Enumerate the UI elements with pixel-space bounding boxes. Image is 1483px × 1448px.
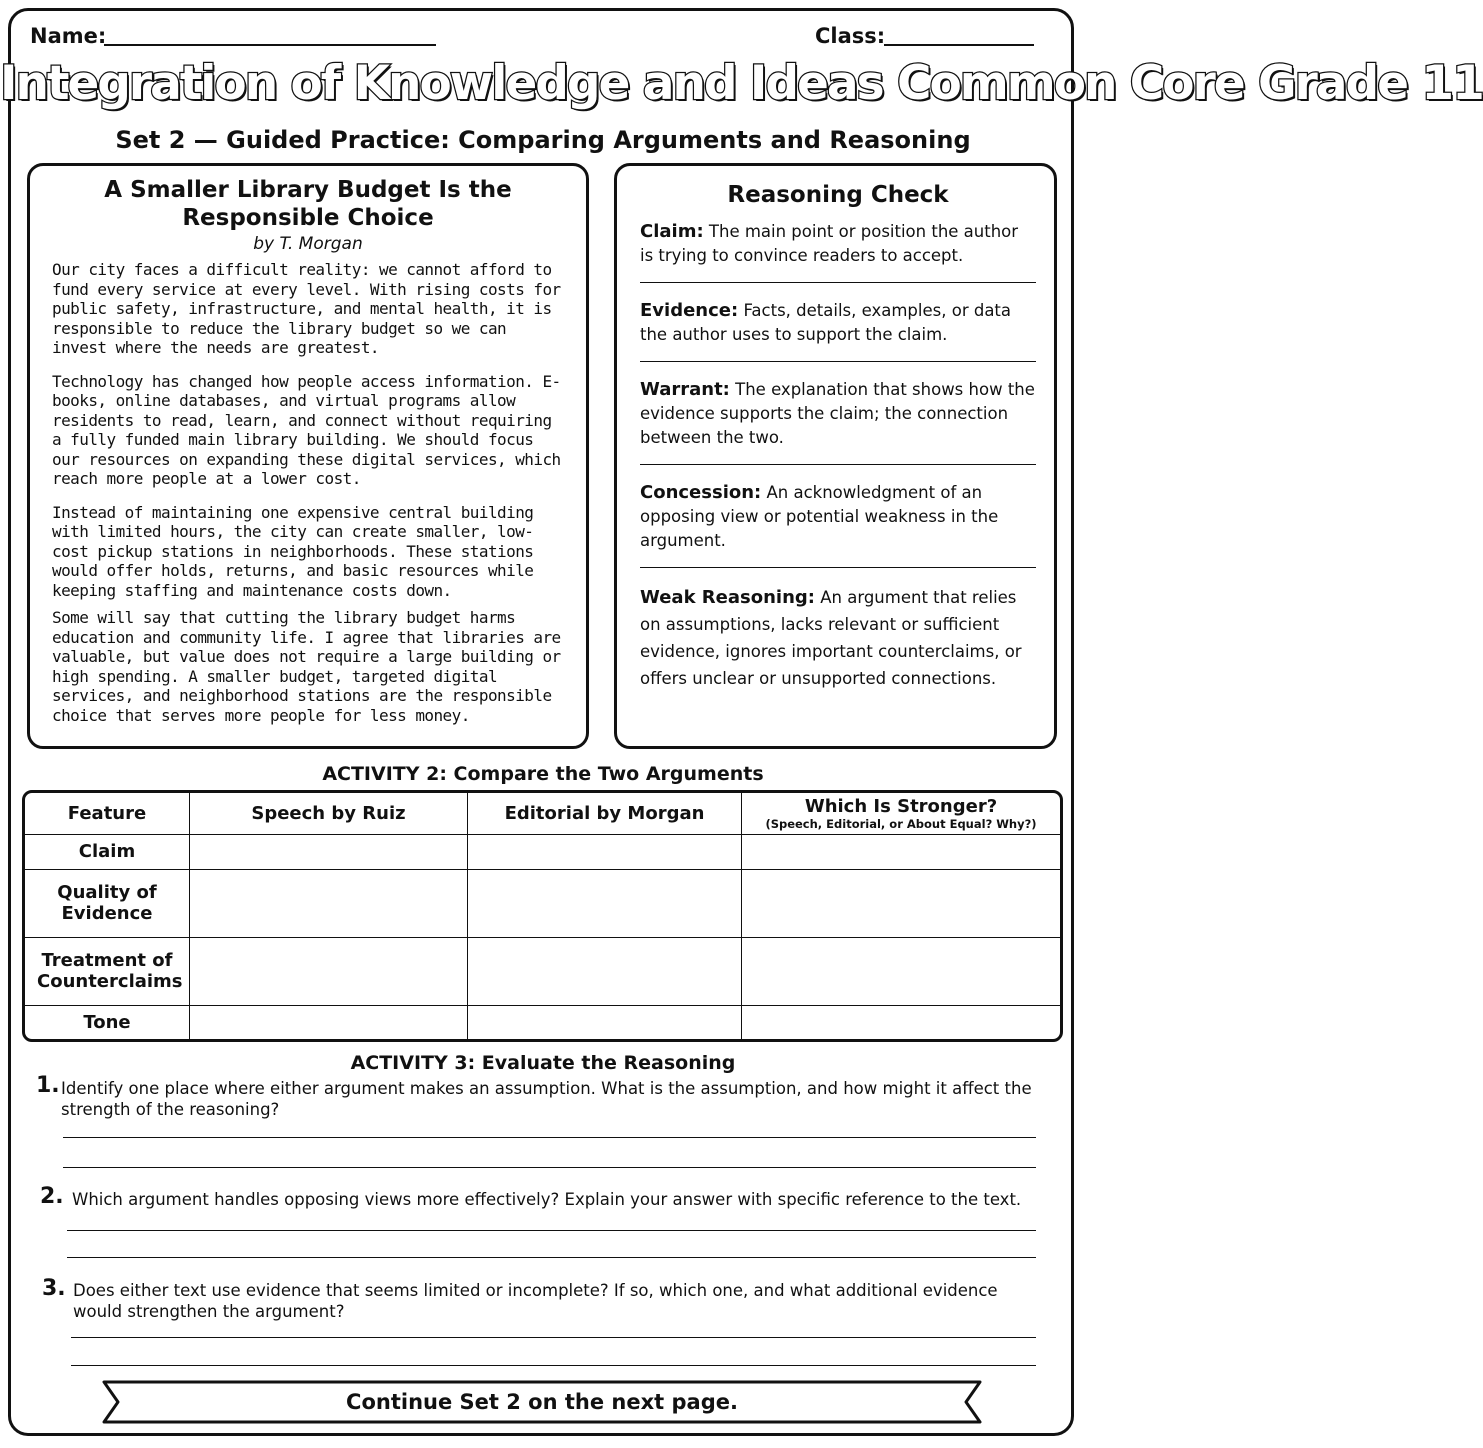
term-evidence: Evidence: Facts, details, examples, or data the author uses to support the claim. bbox=[640, 300, 1012, 344]
row-label: Quality of Evidence bbox=[25, 870, 190, 938]
comparison-table bbox=[22, 790, 1063, 1042]
divider bbox=[640, 567, 1036, 568]
table-row bbox=[25, 1006, 1060, 1039]
essay-paragraph: Instead of maintaining one expensive central building with limited hours, the city can create smaller, low-cost pickup stations in neighborhoods. These stations would offer holds, returns, and basic resources while keeping staffing and maintenance costs down. bbox=[52, 502, 534, 600]
answer-line[interactable] bbox=[63, 1137, 1036, 1138]
column-header: Feature bbox=[25, 793, 190, 835]
term-claim: Claim: The main point or position the author is trying to convince readers to accept. bbox=[640, 221, 1019, 265]
question-text: Does either text use evidence that seems limited or incomplete? If so, which one, and what additional evidence would strengthen the argument? bbox=[73, 1281, 998, 1321]
column-header: Speech by Ruiz bbox=[190, 793, 468, 835]
answer-cell[interactable] bbox=[190, 1006, 468, 1039]
question-text: Identify one place where either argument makes an assumption. What is the assumption, and how might it affect the strength of the reasoning? bbox=[61, 1079, 1032, 1119]
answer-cell[interactable] bbox=[742, 938, 1060, 1006]
worksheet-subtitle: Set 2 — Guided Practice: Comparing Arguments and Reasoning bbox=[115, 126, 971, 154]
reasoning-check-title: Reasoning Check bbox=[727, 182, 949, 208]
reasoning-check-box bbox=[614, 163, 1057, 749]
table-header-row bbox=[25, 793, 1060, 835]
divider bbox=[640, 464, 1036, 465]
question-number: 2. bbox=[40, 1184, 64, 1209]
row-label: Claim bbox=[25, 835, 190, 870]
essay-paragraph: Our city faces a difficult reality: we cannot afford to fund every service at every level. With rising costs for public safety, infrastructure, and mental health, it is responsible to reduce the library budget so we can invest where the needs are greatest. bbox=[52, 260, 561, 357]
answer-cell[interactable] bbox=[742, 870, 1060, 938]
answer-cell[interactable] bbox=[468, 835, 742, 870]
answer-cell[interactable] bbox=[468, 870, 742, 938]
banner-text: Continue Set 2 on the next page. bbox=[346, 1390, 738, 1414]
term-warrant: Warrant: The explanation that shows how the evidence supports the claim; the connection between the two. bbox=[640, 379, 1035, 447]
divider bbox=[640, 361, 1036, 362]
worksheet-title: Integration of Knowledge and Ideas Common Core Grade 11 bbox=[0, 56, 1483, 111]
activity-2-heading: ACTIVITY 2: Compare the Two Arguments bbox=[322, 763, 764, 785]
question-number: 1. bbox=[36, 1073, 60, 1098]
activity-3-heading: ACTIVITY 3: Evaluate the Reasoning bbox=[350, 1052, 736, 1074]
answer-cell[interactable] bbox=[742, 835, 1060, 870]
class-field[interactable] bbox=[884, 44, 1034, 46]
column-header: Which Is Stronger? (Speech, Editorial, or About Equal? Why?) bbox=[742, 793, 1060, 835]
answer-cell[interactable] bbox=[468, 1006, 742, 1039]
term-weak-reasoning: Weak Reasoning: An argument that relies on assumptions, lacks relevant or sufficient evidence, ignores important counterclaims, or offers unclear or unsupported connections. bbox=[640, 587, 1022, 688]
answer-line[interactable] bbox=[71, 1365, 1036, 1366]
table-row bbox=[25, 835, 1060, 870]
column-header: Editorial by Morgan bbox=[468, 793, 742, 835]
essay-paragraph: Technology has changed how people access information. E-books, online databases, and virtual programs allow residents to read, learn, and connect without requiring a fully funded main library building. We should focus our resources on expanding these digital services, which reach more people at a lower cost. bbox=[52, 371, 561, 488]
answer-cell[interactable] bbox=[742, 1006, 1060, 1039]
class-label: Class: bbox=[815, 24, 886, 48]
essay-byline: by T. Morgan bbox=[253, 234, 363, 254]
table-row bbox=[25, 938, 1060, 1006]
answer-line[interactable] bbox=[67, 1257, 1036, 1258]
question-number: 3. bbox=[42, 1276, 66, 1301]
answer-line[interactable] bbox=[63, 1167, 1036, 1168]
essay-title: A Smaller Library Budget Is the Responsible Choice bbox=[104, 177, 512, 231]
divider bbox=[640, 282, 1036, 283]
continue-banner bbox=[102, 1380, 982, 1424]
answer-cell[interactable] bbox=[468, 938, 742, 1006]
row-label: Treatment of Counterclaims bbox=[25, 938, 190, 1006]
essay-paragraph: Some will say that cutting the library budget harms education and community life. I agree that libraries are valuable, but value does not require a large building or high spending. A smaller budget, targeted digital services, and neighborhood stations are the responsible choice that serves more people for less money. bbox=[52, 608, 561, 725]
name-label: Name: bbox=[30, 24, 107, 48]
answer-cell[interactable] bbox=[190, 870, 468, 938]
row-label: Tone bbox=[25, 1006, 190, 1039]
essay-box bbox=[27, 163, 589, 749]
answer-line[interactable] bbox=[71, 1337, 1036, 1338]
question-text: Which argument handles opposing views more effectively? Explain your answer with specific reference to the text. bbox=[72, 1190, 1022, 1209]
answer-cell[interactable] bbox=[190, 938, 468, 1006]
table-row bbox=[25, 870, 1060, 938]
answer-line[interactable] bbox=[67, 1230, 1036, 1231]
name-field[interactable] bbox=[104, 44, 436, 46]
term-concession: Concession: An acknowledgment of an opposing view or potential weakness in the argument. bbox=[640, 482, 999, 550]
answer-cell[interactable] bbox=[190, 835, 468, 870]
